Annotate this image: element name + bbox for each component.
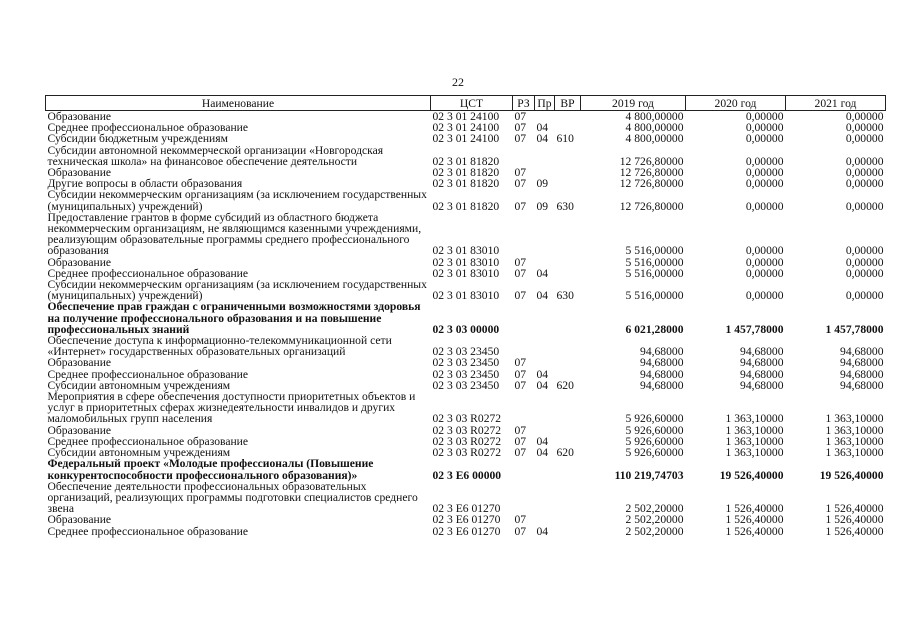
cell-y2021: 1 526,40000 (825, 524, 884, 538)
cell-cst: 02 3 03 R0272 (432, 423, 502, 437)
cell-cst: 02 3 01 24100 (432, 121, 500, 135)
table-row (46, 335, 886, 357)
cell-y2019: 5 926,60000 (625, 412, 684, 426)
cell-pr (535, 212, 555, 257)
cell-y2021: 0,00000 (845, 266, 884, 280)
cell-name: Предоставление грантов в форме субсидий из областного бюджета некоммерческим организациям, не являющимся казенными учреждениями, реализующим образовательные программы среднего профессионального образования (47, 210, 422, 258)
cell-y2019: 12 726,80000 (619, 154, 684, 168)
cell-pr: 04 (536, 121, 549, 135)
cell-name: Мероприятия в сфере обеспечения доступности приоритетных объектов и услуг в приоритетных сферах жизнедеятельности инвалидов и других маломобильных групп населения (47, 390, 416, 426)
cell-y2019: 2 502,20000 (625, 513, 684, 527)
cell-y2020: 1 526,40000 (725, 502, 784, 516)
cell-rz: 07 (514, 199, 527, 213)
cell-rz: 07 (514, 378, 527, 392)
cell-vr (555, 167, 581, 178)
cell-pr (535, 335, 555, 357)
cell-cst: 02 3 03 23450 (432, 367, 500, 381)
cell-name: Образование (47, 423, 112, 437)
cell-cst: 02 3 01 24100 (432, 132, 500, 146)
header-2021: 2021 год (786, 96, 886, 111)
header-name: Наименование (46, 96, 431, 111)
cell-y2021: 94,68000 (840, 356, 884, 370)
cell-rz (513, 301, 535, 335)
cell-cst: 02 3 03 23450 (432, 378, 500, 392)
cell-pr: 09 (536, 177, 549, 191)
cell-vr (555, 357, 581, 368)
cell-y2020: 0,00000 (745, 255, 784, 269)
cell-pr: 04 (536, 434, 549, 448)
table-row (46, 301, 886, 335)
cell-vr (555, 212, 581, 257)
header-vr: ВР (555, 96, 581, 111)
cell-vr (555, 145, 581, 167)
cell-vr (555, 268, 581, 279)
cell-rz: 07 (514, 255, 527, 269)
cell-y2021: 1 363,10000 (825, 412, 884, 426)
cell-rz: 07 (514, 524, 527, 538)
cell-rz: 07 (514, 132, 527, 146)
cell-y2021: 1 526,40000 (825, 502, 884, 516)
cell-rz (513, 335, 535, 357)
cell-cst: 02 3 03 R0272 (432, 412, 502, 426)
cell-rz: 07 (514, 367, 527, 381)
cell-y2021: 1 363,10000 (825, 446, 884, 460)
cell-name: Образование (47, 356, 112, 370)
cell-rz: 07 (514, 434, 527, 448)
cell-y2020: 94,68000 (740, 345, 784, 359)
cell-pr: 04 (536, 266, 549, 280)
cell-y2020: 0,00000 (745, 199, 784, 213)
cell-y2020: 0,00000 (745, 266, 784, 280)
cell-cst: 02 3 01 83010 (432, 289, 500, 303)
cell-cst: 02 3 E6 01270 (432, 502, 501, 516)
cell-pr: 04 (536, 446, 549, 460)
cell-rz: 07 (514, 266, 527, 280)
cell-name: Образование (47, 166, 112, 180)
cell-y2021: 1 363,10000 (825, 423, 884, 437)
cell-y2021: 0,00000 (845, 289, 884, 303)
cell-y2019: 94,68000 (640, 356, 684, 370)
cell-pr (535, 481, 555, 515)
cell-y2019: 12 726,80000 (619, 166, 684, 180)
cell-vr (555, 391, 581, 425)
cell-cst: 02 3 03 00000 (432, 322, 500, 336)
cell-cst: 02 3 03 R0272 (432, 446, 502, 460)
cell-y2021: 0,00000 (845, 255, 884, 269)
cell-name: Обеспечение прав граждан с ограниченными возможностями здоровья на получение профессионального образования и на повышение профессиональных знаний (47, 300, 421, 336)
cell-y2019: 4 800,00000 (625, 110, 684, 123)
cell-y2019: 2 502,20000 (625, 502, 684, 516)
cell-name: Образование (47, 110, 112, 123)
cell-y2019: 4 800,00000 (625, 121, 684, 135)
cell-name: Образование (47, 255, 112, 269)
header-2020: 2020 год (686, 96, 786, 111)
cell-vr: 630 (556, 199, 574, 213)
cell-cst: 02 3 01 81820 (432, 199, 500, 213)
cell-pr: 04 (536, 132, 549, 146)
cell-vr (555, 526, 581, 537)
cell-rz: 07 (514, 166, 527, 180)
cell-y2020: 1 457,78000 (725, 322, 784, 336)
cell-y2020: 94,68000 (740, 356, 784, 370)
table-row (46, 514, 886, 525)
cell-cst: 02 3 03 R0272 (432, 434, 502, 448)
cell-cst: 02 3 03 23450 (432, 345, 500, 359)
cell-vr (555, 178, 581, 189)
cell-vr: 620 (556, 446, 574, 460)
table-body (46, 111, 886, 537)
cell-cst: 02 3 01 83010 (432, 244, 500, 258)
cell-y2019: 94,68000 (640, 345, 684, 359)
cell-y2020: 0,00000 (745, 121, 784, 135)
cell-vr (555, 425, 581, 436)
cell-y2019: 110 219,74703 (614, 468, 684, 482)
cell-y2019: 5 926,60000 (625, 423, 684, 437)
cell-y2020: 1 363,10000 (725, 412, 784, 426)
table-row (46, 526, 886, 537)
table-row (46, 133, 886, 144)
cell-cst: 02 3 E6 00000 (432, 468, 502, 482)
budget-table (45, 95, 886, 537)
table-row (46, 145, 886, 167)
cell-y2020: 0,00000 (745, 154, 784, 168)
cell-name: Среднее профессиональное образование (47, 434, 249, 448)
cell-name: Федеральный проект «Молодые профессионалы (Повышение конкурентоспособности профессионального образования)» (47, 457, 374, 482)
cell-vr (555, 335, 581, 357)
cell-rz: 07 (514, 446, 527, 460)
cell-cst: 02 3 01 81820 (432, 166, 500, 180)
cell-rz (513, 481, 535, 515)
header-cst: ЦСТ (431, 96, 513, 111)
cell-y2020: 1 363,10000 (725, 446, 784, 460)
cell-rz: 07 (514, 289, 527, 303)
cell-y2019: 2 502,20000 (625, 524, 684, 538)
table-header-row (46, 96, 886, 111)
cell-y2021: 1 526,40000 (825, 513, 884, 527)
cell-pr: 04 (536, 524, 549, 538)
cell-y2019: 6 021,28000 (625, 322, 684, 336)
cell-name: Образование (47, 513, 112, 527)
cell-cst: 02 3 E6 01270 (432, 513, 501, 527)
cell-y2020: 94,68000 (740, 378, 784, 392)
cell-y2020: 0,00000 (745, 132, 784, 146)
cell-y2020: 0,00000 (745, 289, 784, 303)
cell-y2021: 0,00000 (845, 166, 884, 180)
table-row (46, 212, 886, 257)
cell-name: Субсидии автономным учреждениям (47, 378, 231, 392)
header-2019: 2019 год (581, 96, 686, 111)
cell-cst: 02 3 E6 01270 (432, 524, 501, 538)
table-row (46, 481, 886, 515)
cell-name: Субсидии автономной некоммерческой организации «Новгородская техническая школа» на финансовое обеспечение деятельности (47, 143, 384, 168)
cell-y2021: 1 457,78000 (825, 322, 884, 336)
cell-pr (535, 357, 555, 368)
page-number: 22 (452, 75, 464, 89)
table-row (46, 189, 886, 211)
cell-y2021: 0,00000 (845, 177, 884, 191)
cell-rz (513, 212, 535, 257)
cell-y2021: 0,00000 (845, 244, 884, 258)
header-rz: РЗ (513, 96, 535, 111)
cell-y2020: 0,00000 (745, 244, 784, 258)
cell-y2019: 5 926,60000 (625, 434, 684, 448)
cell-cst: 02 3 01 83010 (432, 266, 500, 280)
cell-vr (555, 514, 581, 525)
cell-cst: 02 3 01 24100 (432, 110, 500, 123)
cell-name: Субсидии автономным учреждениям (47, 446, 231, 460)
cell-name: Субсидии некоммерческим организациям (за исключением государственных (муниципальных) учреждений) (47, 278, 427, 303)
cell-pr (535, 458, 555, 480)
cell-name: Среднее профессиональное образование (47, 524, 249, 538)
cell-pr (535, 514, 555, 525)
cell-rz: 07 (514, 177, 527, 191)
cell-name: Обеспечение доступа к информационно-телекоммуникационной сети «Интернет» государственных образовательных организаций (47, 334, 392, 359)
cell-cst: 02 3 01 83010 (432, 255, 500, 269)
cell-rz: 07 (514, 110, 527, 123)
cell-vr (555, 301, 581, 335)
cell-name: Субсидии некоммерческим организациям (за исключением государственных (муниципальных) учреждений) (47, 188, 427, 213)
cell-y2020: 1 363,10000 (725, 434, 784, 448)
cell-vr: 620 (556, 378, 574, 392)
cell-y2020: 19 526,40000 (719, 468, 784, 482)
header-pr: Пр (535, 96, 555, 111)
cell-vr (555, 257, 581, 268)
cell-name: Обеспечение деятельности профессиональных образовательных организаций, реализующих программы подготовки специалистов среднего звена (47, 479, 418, 516)
cell-vr (555, 111, 581, 123)
cell-y2019: 94,68000 (640, 367, 684, 381)
cell-vr: 610 (556, 132, 574, 146)
cell-y2021: 0,00000 (845, 110, 884, 123)
table-row (46, 279, 886, 301)
cell-pr: 04 (536, 289, 549, 303)
cell-rz: 07 (514, 121, 527, 135)
cell-y2021: 1 363,10000 (825, 434, 884, 448)
cell-rz: 07 (514, 513, 527, 527)
cell-y2021: 94,68000 (840, 378, 884, 392)
cell-y2019: 94,68000 (640, 378, 684, 392)
cell-y2021: 19 526,40000 (819, 468, 884, 482)
cell-name: Другие вопросы в области образования (47, 177, 243, 191)
cell-rz: 07 (514, 356, 527, 370)
cell-y2021: 0,00000 (845, 132, 884, 146)
cell-name: Субсидии бюджетным учреждениям (47, 132, 228, 146)
cell-cst: 02 3 03 23450 (432, 356, 500, 370)
table-row (46, 357, 886, 368)
cell-y2020: 94,68000 (740, 367, 784, 381)
cell-name: Среднее профессиональное образование (47, 367, 249, 381)
cell-cst: 02 3 01 81820 (432, 154, 500, 168)
cell-y2020: 1 363,10000 (725, 423, 784, 437)
cell-pr (535, 301, 555, 335)
cell-pr (535, 391, 555, 425)
cell-y2020: 1 526,40000 (725, 524, 784, 538)
cell-y2019: 12 726,80000 (619, 177, 684, 191)
cell-pr: 09 (536, 199, 549, 213)
cell-y2021: 0,00000 (845, 121, 884, 135)
cell-y2019: 4 800,00000 (625, 132, 684, 146)
cell-y2019: 5 516,00000 (625, 289, 684, 303)
cell-rz (513, 391, 535, 425)
cell-pr (535, 145, 555, 167)
cell-y2019: 12 726,80000 (619, 199, 684, 213)
cell-rz: 07 (514, 423, 527, 437)
cell-y2019: 5 516,00000 (625, 244, 684, 258)
cell-y2020: 0,00000 (745, 166, 784, 180)
cell-y2021: 0,00000 (845, 154, 884, 168)
cell-rz (513, 458, 535, 480)
cell-y2019: 5 516,00000 (625, 266, 684, 280)
cell-y2020: 0,00000 (745, 110, 784, 123)
cell-y2020: 1 526,40000 (725, 513, 784, 527)
cell-y2019: 5 516,00000 (625, 255, 684, 269)
cell-y2019: 5 926,60000 (625, 446, 684, 460)
cell-pr: 04 (536, 367, 549, 381)
cell-name: Среднее профессиональное образование (47, 266, 249, 280)
cell-vr: 630 (556, 289, 574, 303)
cell-pr: 04 (536, 378, 549, 392)
cell-vr (555, 481, 581, 515)
table-row (46, 458, 886, 480)
table-row (46, 391, 886, 425)
cell-rz (513, 145, 535, 167)
cell-name: Среднее профессиональное образование (47, 121, 249, 135)
cell-y2021: 94,68000 (840, 345, 884, 359)
cell-cst: 02 3 01 81820 (432, 177, 500, 191)
cell-y2020: 0,00000 (745, 177, 784, 191)
cell-vr (555, 458, 581, 480)
cell-y2021: 0,00000 (845, 199, 884, 213)
cell-y2021: 94,68000 (840, 367, 884, 381)
